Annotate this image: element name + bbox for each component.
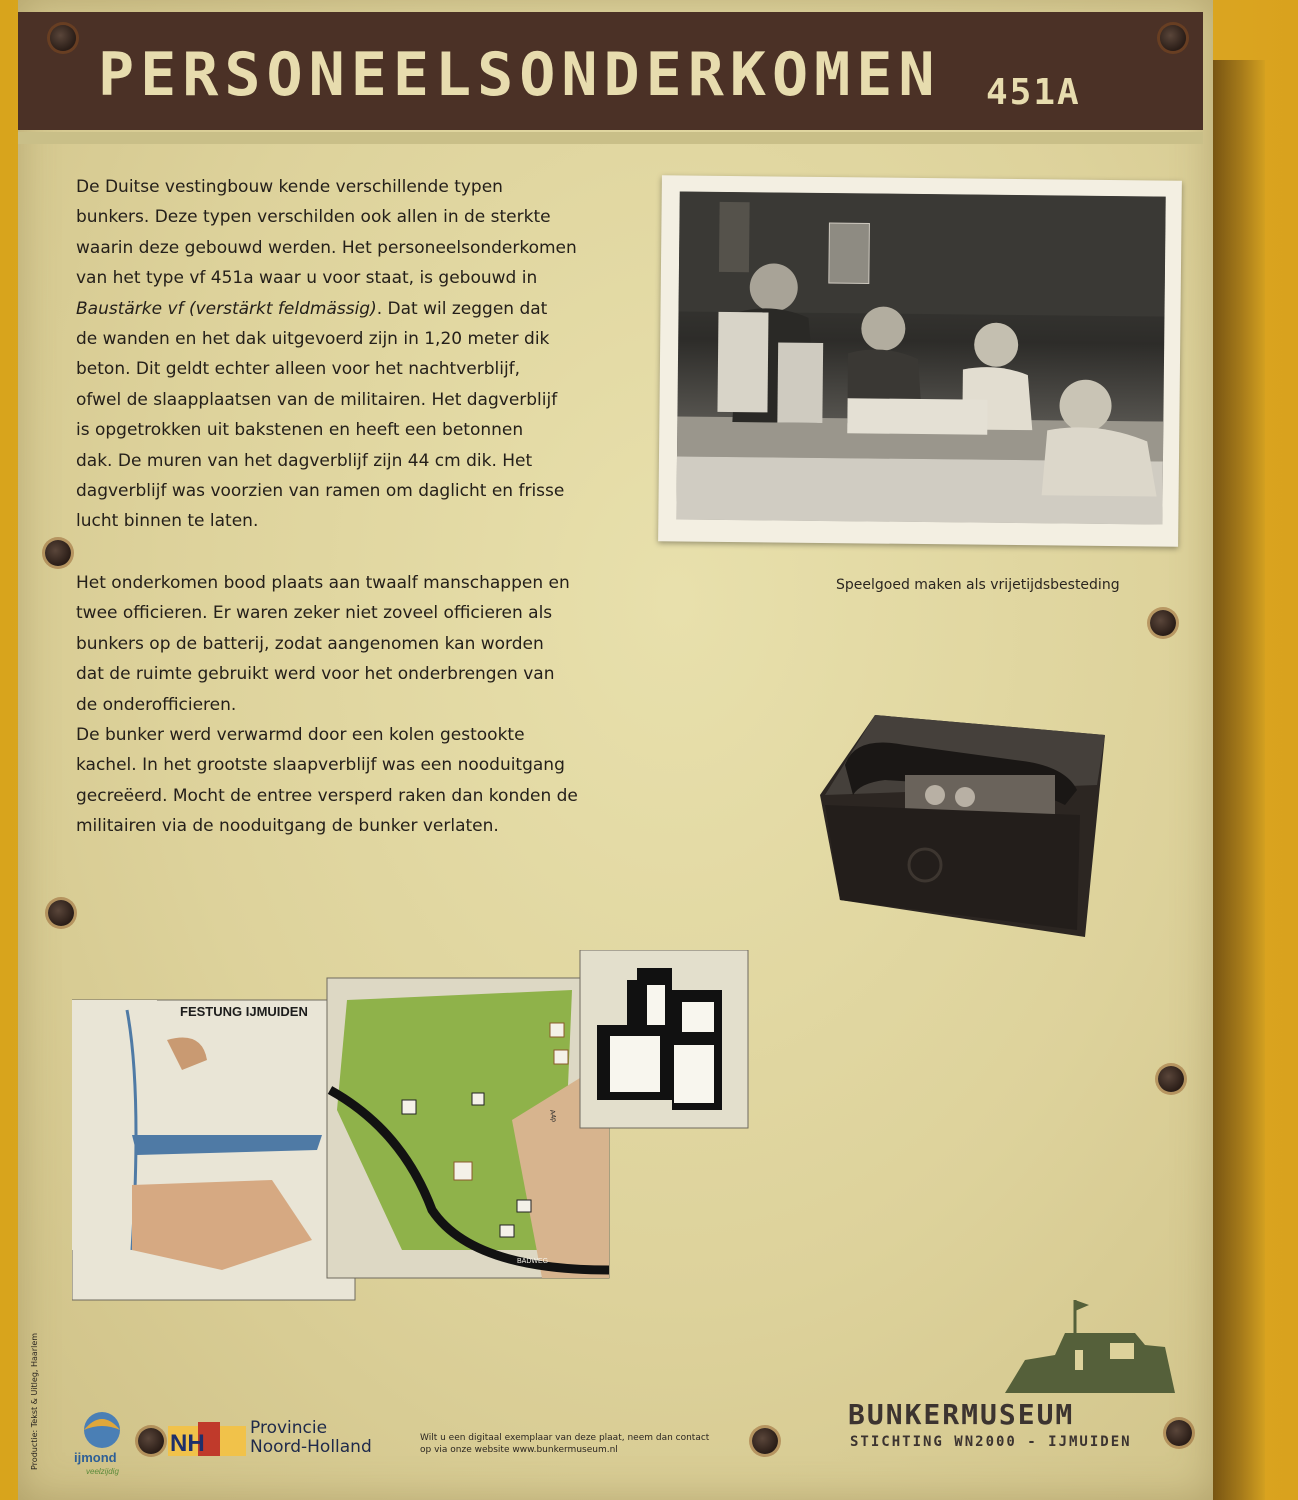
text-line: ofwel de slaapplaatsen van de militairen. Het dagverblijf (76, 389, 558, 410)
credit-text: Productie: Tekst & Uitleg, Haarlem (30, 1332, 39, 1470)
bolt (752, 1428, 778, 1454)
text-line: De bunker werd verwarmd door een kolen gestookte (76, 725, 525, 746)
bunkermuseum-logo (1005, 1295, 1175, 1395)
paragraph-1 (76, 172, 621, 537)
text-line: Het onderkomen bood plaats aan twaalf manschappen en (76, 573, 570, 593)
production-credit (30, 1330, 44, 1470)
text-fragment: . Dat wil zeggen dat (376, 298, 548, 319)
text-line: twee officieren. Er waren zeker niet zoveel officieren als (76, 603, 553, 624)
text-line (76, 294, 621, 324)
ijmond-label: ijmond (74, 1450, 117, 1465)
text-line: waarin deze gebouwd werden. Het personeelsonderkomen (76, 237, 577, 258)
text-line: dat de ruimte gebruikt werd voor het onderbrengen van (76, 664, 555, 685)
path-label: A4p (548, 1109, 558, 1123)
soldiers-illustration (676, 191, 1165, 524)
text-line: gecreëerd. Mocht de entree versperd raken dan konden de (76, 785, 578, 806)
province-name (250, 1419, 372, 1457)
text-line: van het type vf 451a waar u voor staat, is gebouwd in (76, 268, 538, 289)
text-line: lucht binnen te laten. (76, 511, 259, 532)
bolt (50, 25, 76, 51)
bunker-silhouette (1005, 1295, 1175, 1395)
road-label: BADWEG (517, 1258, 549, 1265)
text-line: dagverblijf was voorzien van ramen om daglicht en frisse (76, 481, 565, 502)
text-line: bunkers. Deze typen verschilden ook allen in de sterkte (76, 207, 551, 228)
bolt (138, 1428, 164, 1454)
nh-mark (168, 1422, 246, 1458)
text-line: beton. Dit geldt echter alleen voor het nachtverblijf, (76, 359, 521, 380)
historic-photo (658, 175, 1182, 546)
text-line: de onderofficieren. (76, 694, 237, 715)
map-title: FESTUNG IJMUIDEN (180, 1004, 308, 1019)
telephone-illustration (815, 705, 1115, 937)
photo-caption: Speelgoed maken als vrijetijdsbesteding (836, 577, 1120, 593)
text-line: bunkers op de batterij, zodat aangenomen kan worden (76, 633, 544, 654)
province-line-2: Noord-Holland (250, 1437, 372, 1457)
museum-subtitle: STICHTING WN2000 - IJMUIDEN (850, 1434, 1132, 1450)
photo-image (676, 191, 1165, 524)
ijmond-mark (70, 1408, 130, 1478)
bolt (1160, 25, 1186, 51)
bolt (1150, 610, 1176, 636)
maps-illustration (72, 950, 762, 1310)
bolt (1166, 1420, 1192, 1446)
text-line: militairen via de nooduitgang de bunker verlaten. (76, 816, 499, 837)
panel-edge (1205, 60, 1265, 1500)
footer-note: Wilt u een digitaal exemplaar van deze plaat, neem dan contact op via onze website www.bunkermuseum.nl (420, 1433, 710, 1455)
province-logo (168, 1422, 246, 1458)
bunker-code: 451A (986, 72, 1081, 113)
text-line: dak. De muren van het dagverblijf zijn 44 cm dik. Het (76, 450, 533, 471)
map-collage (72, 950, 762, 1310)
text-line: De Duitse vestingbouw kende verschillende typen (76, 177, 503, 197)
field-telephone-image (815, 705, 1115, 937)
nh-letters: NH (170, 1430, 205, 1457)
ijmond-logo (70, 1408, 130, 1478)
text-line: kachel. In het grootste slaapverblijf was een nooduitgang (76, 755, 565, 776)
paragraph-2 (76, 568, 621, 842)
museum-name: BUNKERMUSEUM (848, 1398, 1075, 1431)
bolt (48, 900, 74, 926)
title-bar (18, 12, 1203, 130)
panel-title: PERSONEELSONDERKOMEN (98, 40, 941, 110)
province-line-1: Provincie (250, 1418, 328, 1438)
text-line: is opgetrokken uit bakstenen en heeft een betonnen (76, 420, 524, 441)
bolt (1158, 1066, 1184, 1092)
ijmond-sub: veelzijdig (86, 1467, 119, 1476)
italic-term: Baustärke vf (verstärkt feldmässig) (76, 298, 377, 319)
bolt (45, 540, 71, 566)
text-line: de wanden en het dak uitgevoerd zijn in 1,20 meter dik (76, 329, 550, 350)
